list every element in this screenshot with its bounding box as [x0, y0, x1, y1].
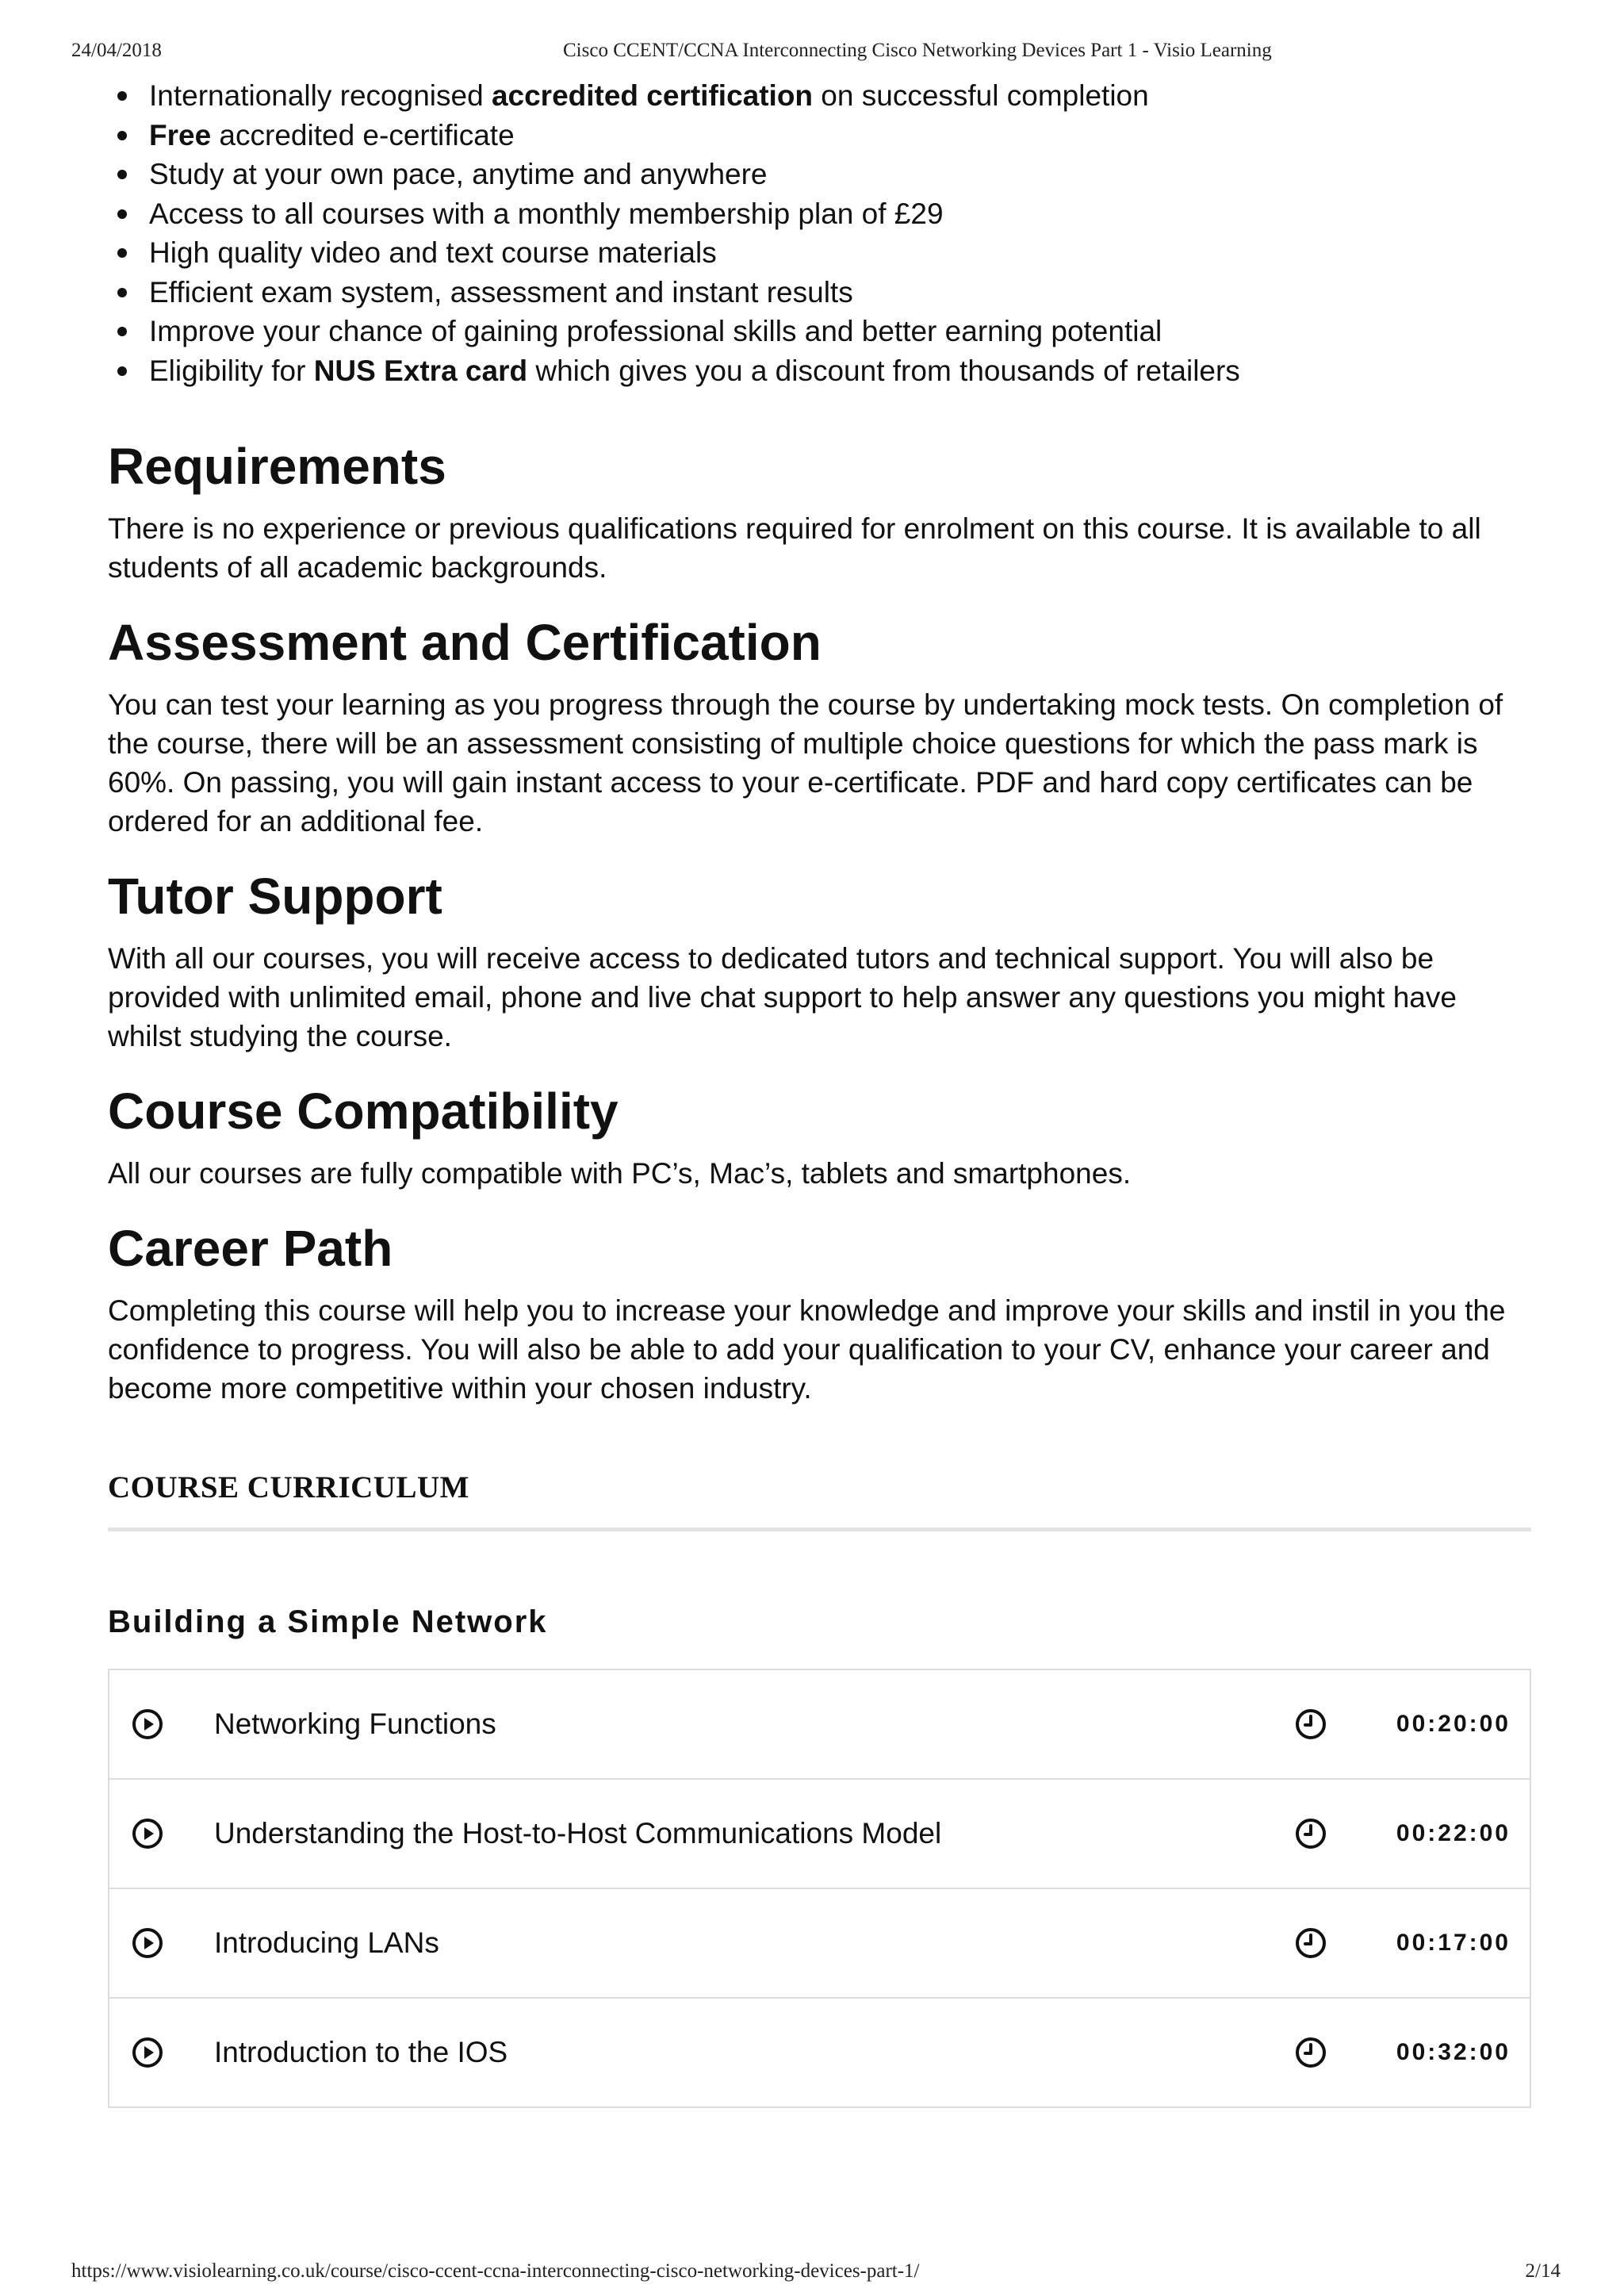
curriculum-divider	[108, 1527, 1531, 1531]
feature-item: Internationally recognised accredited certification on successful completion	[149, 76, 1531, 116]
clock-icon	[1295, 1818, 1327, 1849]
print-date: 24/04/2018	[71, 40, 162, 61]
play-circle-icon	[132, 1927, 163, 1959]
requirements-text: There is no experience or previous qualifications required for enrolment on this course. It is available to all students of all academic backgrounds.	[108, 512, 1481, 584]
lesson-row[interactable]	[109, 1888, 1530, 1997]
lesson-row[interactable]	[109, 1997, 1530, 2106]
lesson-row[interactable]	[109, 1670, 1530, 1778]
print-header	[71, 40, 1561, 62]
clock-icon	[1295, 2037, 1327, 2068]
curriculum-title: COURSE CURRICULUM	[108, 1470, 469, 1504]
feature-item: Efficient exam system, assessment and instant results	[149, 273, 1531, 312]
tutor-support-text: With all our courses, you will receive access to dedicated tutors and technical support. You will also be provided with unlimited email, phone and live chat support to help answer any questions you might have whilst studying the course.	[108, 942, 1457, 1052]
compatibility-heading: Course Compatibility	[108, 1083, 619, 1140]
print-footer	[71, 2260, 1561, 2283]
page-number: 2/14	[1525, 2260, 1561, 2282]
play-circle-icon	[132, 1708, 163, 1740]
print-title: Cisco CCENT/CCNA Interconnecting Cisco Networking Devices Part 1 - Visio Learning	[563, 40, 1272, 61]
tutor-support-heading: Tutor Support	[108, 868, 442, 925]
lesson-duration: 00:32:00	[1396, 2039, 1511, 2065]
assessment-text: You can test your learning as you progress through the course by undertaking mock tests. On completion of the course, there will be an assessment consisting of multiple choice questions for which the pass mark is 60%. On passing, you will gain instant access to your e-certificate. PDF and hard copy certificates can be ordered for an additional fee.	[108, 688, 1503, 838]
lesson-title[interactable]: Networking Functions	[214, 1708, 496, 1740]
lesson-title[interactable]: Introducing LANs	[214, 1926, 439, 1959]
lesson-row[interactable]	[109, 1778, 1530, 1888]
clock-icon	[1295, 1927, 1327, 1959]
feature-item: Study at your own pace, anytime and anywhere	[149, 155, 1531, 194]
lesson-duration: 00:20:00	[1396, 1711, 1511, 1737]
assessment-heading: Assessment and Certification	[108, 614, 822, 671]
curriculum-group-title: Building a Simple Network	[108, 1604, 548, 1639]
requirements-heading: Requirements	[108, 438, 446, 495]
feature-item: Eligibility for NUS Extra card which gives you a discount from thousands of retailers	[149, 351, 1531, 391]
career-path-heading: Career Path	[108, 1220, 393, 1277]
career-path-text: Completing this course will help you to increase your knowledge and improve your skills and instil in you the confidence to progress. You will also be able to add your qualification to your CV, enhance your career and become more competitive within your chosen industry.	[108, 1294, 1506, 1405]
lesson-title[interactable]: Introduction to the IOS	[214, 2036, 508, 2068]
lesson-duration: 00:22:00	[1396, 1820, 1511, 1846]
lesson-title[interactable]: Understanding the Host-to-Host Communications Model	[214, 1817, 942, 1849]
compatibility-text: All our courses are fully compatible with PC’s, Mac’s, tablets and smartphones.	[108, 1157, 1132, 1190]
feature-item: Access to all courses with a monthly membership plan of £29	[149, 194, 1531, 234]
print-url[interactable]: https://www.visiolearning.co.uk/course/cisco-ccent-ccna-interconnecting-cisco-networking-devices-part-1/	[71, 2260, 920, 2282]
play-circle-icon	[132, 2037, 163, 2068]
lesson-duration: 00:17:00	[1396, 1930, 1511, 1956]
feature-list	[108, 76, 1531, 390]
feature-item: Free accredited e-certificate	[149, 116, 1531, 155]
clock-icon	[1295, 1708, 1327, 1740]
page-content	[108, 76, 1531, 2108]
lesson-list	[108, 1669, 1531, 2108]
feature-item: High quality video and text course materials	[149, 233, 1531, 273]
play-circle-icon	[132, 1818, 163, 1849]
feature-item: Improve your chance of gaining professional skills and better earning potential	[149, 312, 1531, 351]
